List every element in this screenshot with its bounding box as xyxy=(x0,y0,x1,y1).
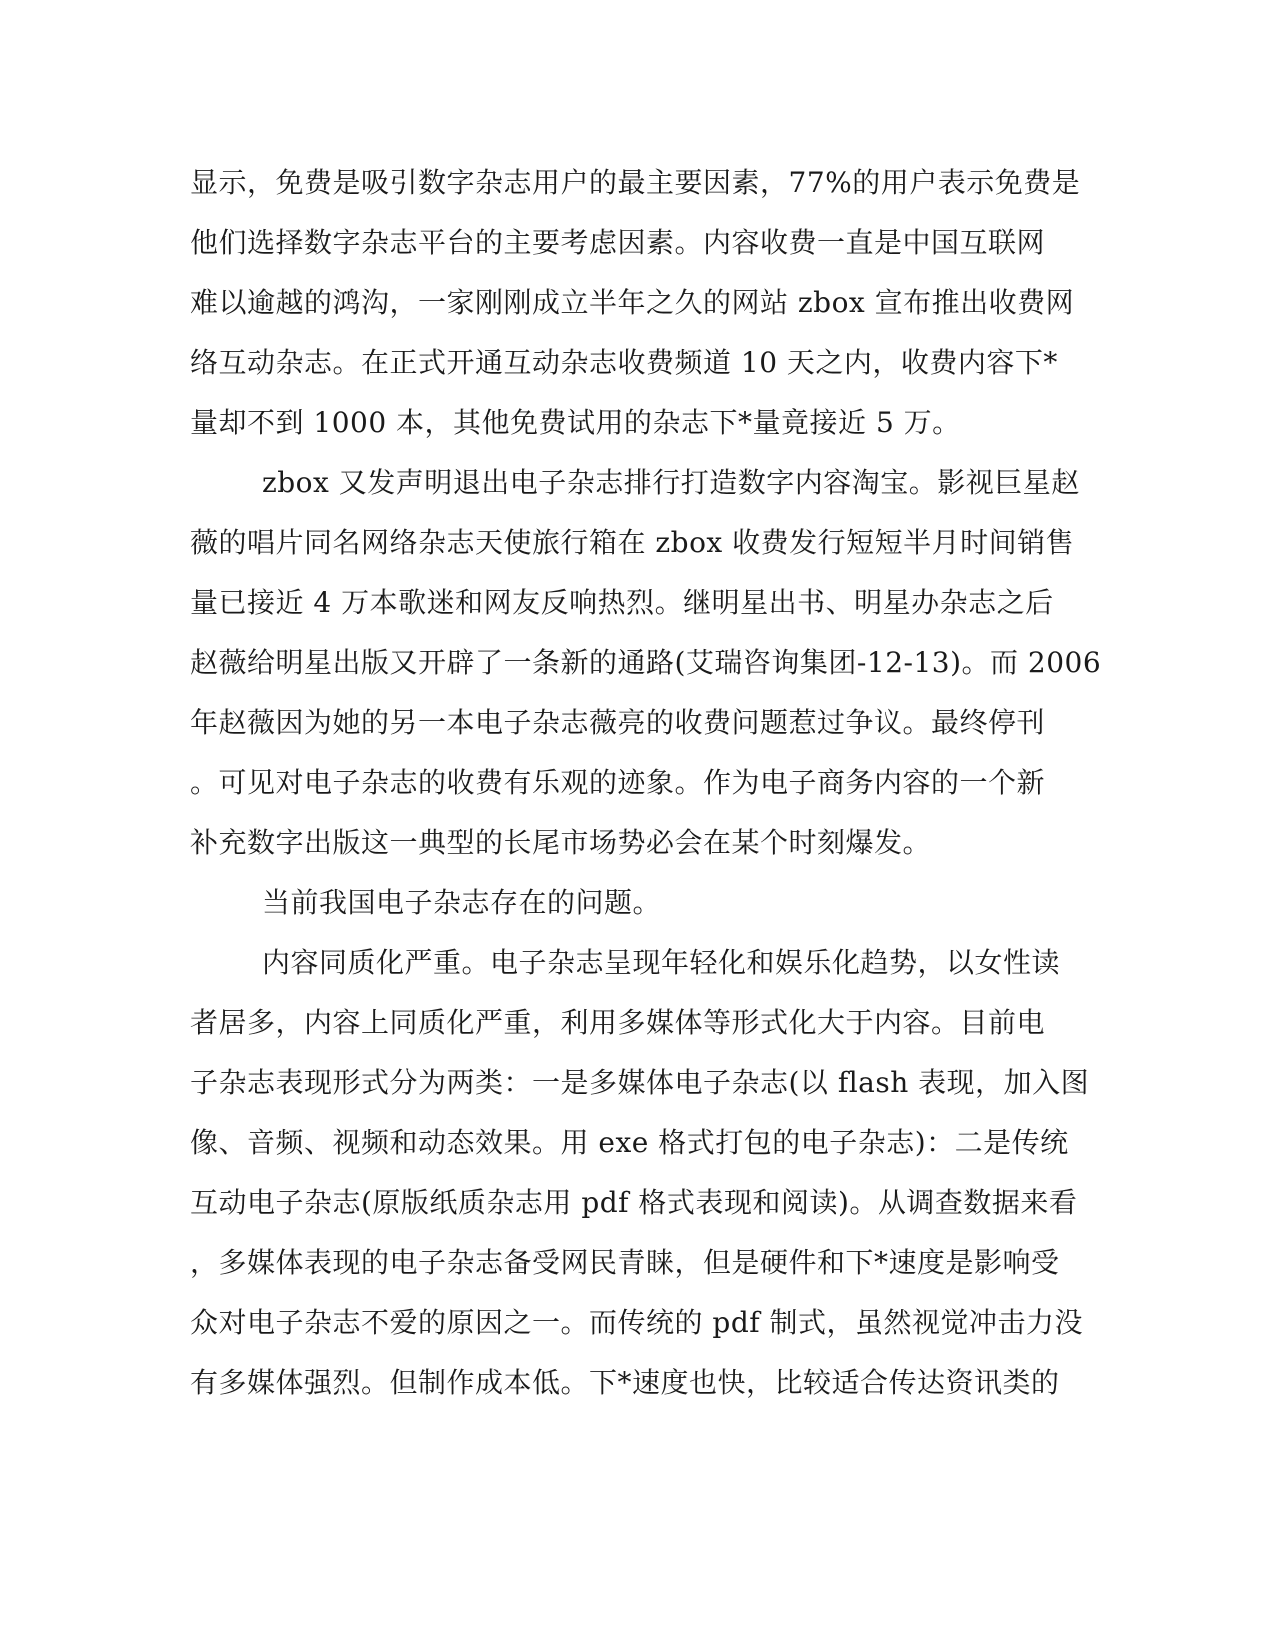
text-line: 难以逾越的鸿沟，一家刚刚成立半年之久的网站 zbox 宣布推出收费网 xyxy=(190,286,1075,319)
text-line: 子杂志表现形式分为两类：一是多媒体电子杂志(以 flash 表现，加入图 xyxy=(190,1066,1090,1099)
text-line: 量却不到 1000 本，其他免费试用的杂志下*量竟接近 5 万。 xyxy=(190,406,961,439)
text-line: 互动电子杂志(原版纸质杂志用 pdf 格式表现和阅读)。从调查数据来看 xyxy=(190,1186,1078,1219)
text-line: 薇的唱片同名网络杂志天使旅行箱在 zbox 收费发行短短半月时间销售 xyxy=(190,526,1075,559)
text-line: ，多媒体表现的电子杂志备受网民青睐，但是硬件和下*速度是影响受 xyxy=(190,1246,1060,1279)
text-line: 显示，免费是吸引数字杂志用户的最主要因素，77%的用户表示免费是 xyxy=(190,166,1081,199)
text-line: 络互动杂志。在正式开通互动杂志收费频道 10 天之内，收费内容下* xyxy=(190,346,1058,379)
text-line: zbox 又发声明退出电子杂志排行打造数字内容淘宝。影视巨星赵 xyxy=(262,466,1080,499)
text-line: 补充数字出版这一典型的长尾市场势必会在某个时刻爆发。 xyxy=(190,826,932,859)
text-line: 有多媒体强烈。但制作成本低。下*速度也快，比较适合传达资讯类的 xyxy=(190,1366,1060,1399)
text-line: 年赵薇因为她的另一本电子杂志薇亮的收费问题惹过争议。最终停刊 xyxy=(190,706,1046,739)
text-line: 像、音频、视频和动态效果。用 exe 格式打包的电子杂志)：二是传统 xyxy=(190,1126,1069,1159)
section-heading: 当前我国电子杂志存在的问题。 xyxy=(262,886,662,919)
text-line: 众对电子杂志不爱的原因之一。而传统的 pdf 制式，虽然视觉冲击力没 xyxy=(190,1306,1084,1339)
text-line: 者居多，内容上同质化严重，利用多媒体等形式化大于内容。目前电 xyxy=(190,1006,1046,1039)
text-line: 。可见对电子杂志的收费有乐观的迹象。作为电子商务内容的一个新 xyxy=(190,766,1046,799)
text-line: 量已接近 4 万本歌迷和网友反响热烈。继明星出书、明星办杂志之后 xyxy=(190,586,1054,619)
text-line: 内容同质化严重。电子杂志呈现年轻化和娱乐化趋势，以女性读 xyxy=(262,946,1061,979)
text-line: 赵薇给明星出版又开辟了一条新的通路(艾瑞咨询集团-12-13)。而 2006 xyxy=(190,646,1102,679)
text-line: 他们选择数字杂志平台的主要考虑因素。内容收费一直是中国互联网 xyxy=(190,226,1046,259)
